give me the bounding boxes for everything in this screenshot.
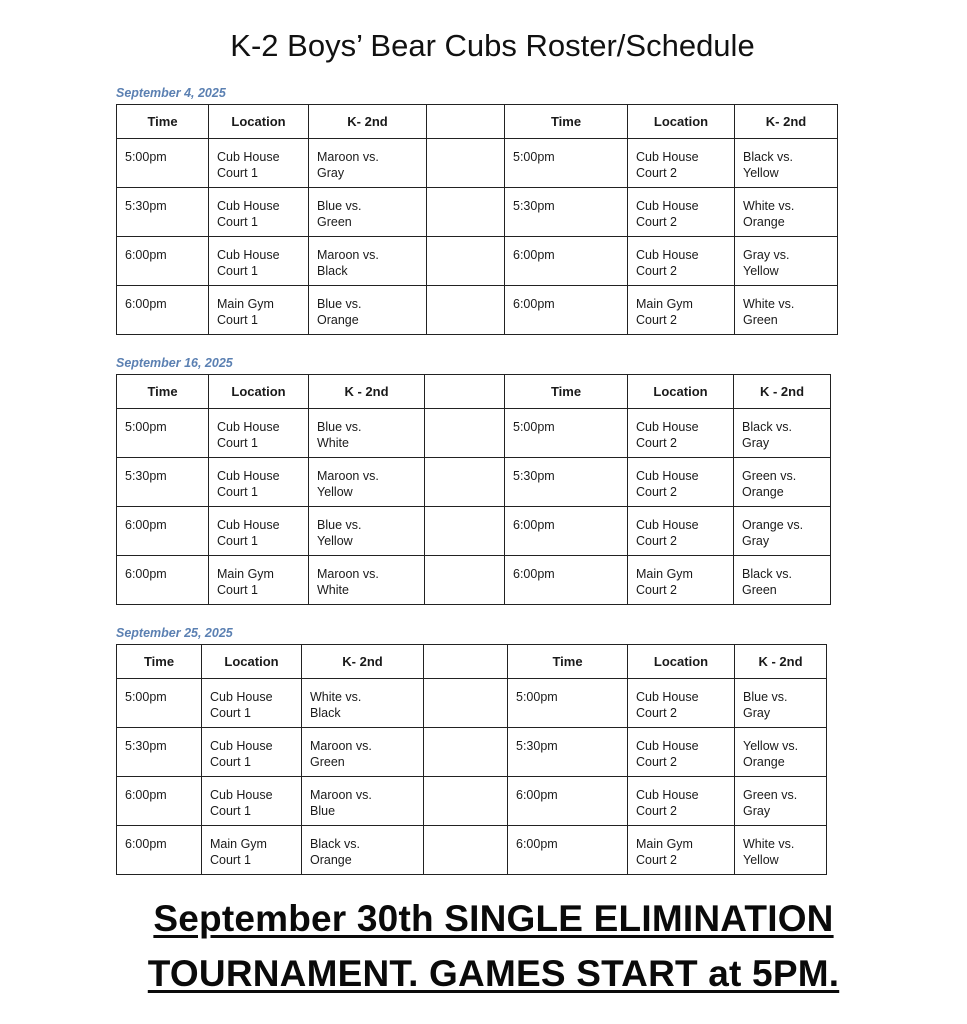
time-cell (505, 188, 628, 237)
location-cell (209, 139, 309, 188)
spacer-cell (427, 105, 505, 139)
location-text: Cub House (636, 150, 699, 164)
time-cell (117, 679, 202, 728)
matchup-text: Maroon vs. (310, 739, 372, 753)
location-cell (628, 679, 735, 728)
section-date: September 25, 2025 (116, 626, 233, 640)
matchup-text: Gray (743, 804, 771, 818)
matchup-text: Green (742, 583, 777, 597)
location-cell (209, 409, 309, 458)
spacer-cell (424, 777, 508, 826)
time-cell (508, 777, 628, 826)
time-cell (117, 507, 209, 556)
location-text: Court 1 (217, 264, 258, 278)
location-text: Court 2 (636, 583, 677, 597)
location-cell (209, 188, 309, 237)
location-text: Main Gym (636, 837, 693, 851)
location-cell (209, 286, 309, 335)
time-cell (117, 728, 202, 777)
time-text: 6:00pm (125, 567, 167, 581)
time-cell (505, 286, 628, 335)
matchup-cell (309, 458, 425, 507)
location-cell (628, 728, 735, 777)
matchup-cell (309, 237, 427, 286)
location-text: Court 2 (636, 264, 677, 278)
time-text: 5:00pm (125, 420, 167, 434)
time-cell (505, 237, 628, 286)
matchup-text: Black vs. (743, 150, 794, 164)
matchup-cell (735, 237, 838, 286)
matchup-text: White vs. (743, 837, 795, 851)
time-text: 5:30pm (125, 199, 167, 213)
location-text: Court 2 (636, 313, 677, 327)
time-text: 6:00pm (516, 837, 558, 851)
time-cell (508, 728, 628, 777)
time-text: 6:00pm (125, 248, 167, 262)
location-text: Cub House (636, 199, 699, 213)
matchup-cell (735, 826, 827, 875)
matchup-text: Green vs. (743, 788, 798, 802)
time-cell (508, 826, 628, 875)
matchup-cell (309, 507, 425, 556)
spacer-cell (425, 409, 505, 458)
matchup-cell (734, 507, 831, 556)
header-location: Location (628, 375, 734, 409)
location-text: Court 1 (217, 583, 258, 597)
location-cell (209, 458, 309, 507)
spacer-cell (427, 286, 505, 335)
location-cell (628, 826, 735, 875)
matchup-cell (734, 556, 831, 605)
header-division: K- 2nd (302, 645, 424, 679)
schedule-section (116, 626, 827, 875)
location-text: Cub House (217, 469, 280, 483)
table-row (117, 728, 827, 777)
location-cell (202, 679, 302, 728)
spacer-cell (424, 728, 508, 777)
matchup-cell (302, 826, 424, 875)
time-text: 5:30pm (516, 739, 558, 753)
time-cell (117, 458, 209, 507)
matchup-cell (309, 188, 427, 237)
location-cell (209, 507, 309, 556)
matchup-text: Gray (742, 436, 770, 450)
matchup-text: White (317, 583, 349, 597)
time-cell (117, 286, 209, 335)
time-cell (508, 679, 628, 728)
location-text: Cub House (217, 248, 280, 262)
time-text: 5:30pm (513, 469, 555, 483)
header-time: Time (117, 645, 202, 679)
matchup-cell (309, 286, 427, 335)
header-time: Time (505, 105, 628, 139)
matchup-text: Gray (742, 534, 770, 548)
location-text: Cub House (217, 518, 280, 532)
time-cell (117, 188, 209, 237)
time-text: 5:00pm (125, 690, 167, 704)
table-row (117, 286, 838, 335)
location-cell (628, 188, 735, 237)
location-text: Court 2 (636, 485, 677, 499)
location-text: Cub House (210, 690, 273, 704)
matchup-text: Black vs. (310, 837, 361, 851)
location-cell (628, 507, 734, 556)
location-cell (202, 728, 302, 777)
schedule-table (116, 374, 831, 605)
header-division: K - 2nd (734, 375, 831, 409)
spacer-cell (425, 507, 505, 556)
matchup-text: Black vs. (742, 420, 793, 434)
matchup-text: Orange (742, 485, 784, 499)
location-text: Court 2 (636, 534, 677, 548)
matchup-text: Orange (317, 313, 359, 327)
matchup-text: Yellow (317, 534, 353, 548)
time-cell (505, 556, 628, 605)
time-text: 6:00pm (513, 248, 555, 262)
location-text: Court 2 (636, 436, 677, 450)
spacer-cell (424, 679, 508, 728)
time-text: 6:00pm (125, 518, 167, 532)
time-text: 6:00pm (513, 297, 555, 311)
location-text: Cub House (636, 690, 699, 704)
location-text: Court 2 (636, 853, 677, 867)
location-text: Main Gym (217, 567, 274, 581)
location-text: Court 1 (217, 534, 258, 548)
time-text: 6:00pm (125, 297, 167, 311)
time-cell (117, 409, 209, 458)
matchup-text: White vs. (743, 199, 795, 213)
matchup-text: Orange vs. (742, 518, 804, 532)
matchup-cell (309, 139, 427, 188)
matchup-cell (309, 556, 425, 605)
location-text: Main Gym (636, 567, 693, 581)
matchup-text: Black (310, 706, 341, 720)
time-cell (117, 139, 209, 188)
section-date: September 4, 2025 (116, 86, 226, 100)
time-cell (117, 777, 202, 826)
schedule-section (116, 356, 831, 605)
location-text: Cub House (217, 199, 280, 213)
table-row (117, 139, 838, 188)
matchup-text: Blue vs. (743, 690, 788, 704)
location-text: Cub House (210, 788, 273, 802)
page-title: K-2 Boys’ Bear Cubs Roster/Schedule (230, 28, 755, 63)
location-text: Cub House (636, 739, 699, 753)
location-text: Main Gym (217, 297, 274, 311)
matchup-text: Green vs. (742, 469, 797, 483)
table-row (117, 458, 831, 507)
location-text: Main Gym (636, 297, 693, 311)
matchup-text: Maroon vs. (317, 248, 379, 262)
matchup-text: Blue (310, 804, 336, 818)
location-text: Cub House (217, 420, 280, 434)
matchup-cell (735, 728, 827, 777)
time-cell (117, 556, 209, 605)
matchup-text: Green (317, 215, 352, 229)
tournament-notice-line-2: TOURNAMENT. GAMES START at 5PM. (147, 953, 840, 994)
matchup-text: Blue vs. (317, 297, 362, 311)
spacer-cell (424, 826, 508, 875)
matchup-text: Yellow (743, 166, 779, 180)
time-text: 6:00pm (125, 788, 167, 802)
time-text: 6:00pm (513, 518, 555, 532)
header-row (117, 105, 838, 139)
matchup-text: Blue vs. (317, 518, 362, 532)
location-text: Court 1 (210, 706, 251, 720)
matchup-text: Maroon vs. (317, 150, 379, 164)
location-text: Court 1 (217, 313, 258, 327)
location-cell (202, 777, 302, 826)
header-time: Time (508, 645, 628, 679)
location-text: Cub House (636, 469, 699, 483)
time-text: 5:30pm (125, 739, 167, 753)
time-text: 5:00pm (513, 150, 555, 164)
header-division: K- 2nd (309, 105, 427, 139)
location-cell (628, 409, 734, 458)
schedule-table (116, 644, 827, 875)
header-row (117, 645, 827, 679)
location-cell (628, 139, 735, 188)
time-cell (505, 507, 628, 556)
spacer-cell (425, 458, 505, 507)
location-text: Court 2 (636, 215, 677, 229)
location-text: Court 1 (210, 804, 251, 818)
location-cell (628, 556, 734, 605)
matchup-text: Black vs. (742, 567, 793, 581)
header-location: Location (628, 105, 735, 139)
header-location: Location (209, 105, 309, 139)
matchup-cell (735, 139, 838, 188)
header-time: Time (117, 105, 209, 139)
tournament-notice-line-1: September 30th SINGLE ELIMINATION (153, 898, 834, 939)
spacer-cell (424, 645, 508, 679)
table-row (117, 188, 838, 237)
matchup-text: Gray (743, 706, 771, 720)
header-division: K - 2nd (735, 645, 827, 679)
location-text: Court 2 (636, 706, 677, 720)
location-text: Court 1 (210, 853, 251, 867)
location-text: Court 2 (636, 166, 677, 180)
section-date: September 16, 2025 (116, 356, 233, 370)
location-cell (628, 237, 735, 286)
header-division: K - 2nd (309, 375, 425, 409)
matchup-text: White vs. (743, 297, 795, 311)
location-text: Cub House (636, 420, 699, 434)
location-text: Main Gym (210, 837, 267, 851)
table-row (117, 507, 831, 556)
spacer-cell (427, 139, 505, 188)
table-row (117, 409, 831, 458)
location-text: Court 2 (636, 804, 677, 818)
matchup-text: Maroon vs. (310, 788, 372, 802)
time-cell (117, 237, 209, 286)
matchup-cell (734, 458, 831, 507)
time-text: 6:00pm (516, 788, 558, 802)
matchup-cell (735, 188, 838, 237)
location-cell (209, 237, 309, 286)
matchup-text: Blue vs. (317, 420, 362, 434)
location-text: Court 1 (217, 485, 258, 499)
time-cell (505, 458, 628, 507)
table-row (117, 556, 831, 605)
matchup-text: Yellow (743, 264, 779, 278)
table-row (117, 777, 827, 826)
location-cell (628, 458, 734, 507)
location-text: Court 1 (217, 166, 258, 180)
location-text: Cub House (217, 150, 280, 164)
location-text: Cub House (210, 739, 273, 753)
time-text: 6:00pm (125, 837, 167, 851)
matchup-text: Orange (743, 755, 785, 769)
matchup-text: Blue vs. (317, 199, 362, 213)
location-cell (628, 286, 735, 335)
time-cell (505, 409, 628, 458)
location-text: Cub House (636, 248, 699, 262)
matchup-cell (734, 409, 831, 458)
location-text: Court 1 (210, 755, 251, 769)
matchup-text: Gray (317, 166, 345, 180)
location-cell (209, 556, 309, 605)
table-row (117, 237, 838, 286)
matchup-cell (309, 409, 425, 458)
matchup-text: Green (743, 313, 778, 327)
matchup-text: Gray vs. (743, 248, 790, 262)
location-text: Court 1 (217, 215, 258, 229)
time-cell (505, 139, 628, 188)
matchup-text: Yellow (743, 853, 779, 867)
location-text: Cub House (636, 788, 699, 802)
matchup-cell (735, 679, 827, 728)
matchup-text: Orange (310, 853, 352, 867)
location-text: Court 1 (217, 436, 258, 450)
time-text: 5:00pm (513, 420, 555, 434)
spacer-cell (427, 237, 505, 286)
matchup-cell (302, 679, 424, 728)
matchup-text: Yellow (317, 485, 353, 499)
spacer-cell (425, 556, 505, 605)
matchup-cell (735, 286, 838, 335)
matchup-text: Maroon vs. (317, 469, 379, 483)
location-cell (628, 777, 735, 826)
time-text: 5:00pm (125, 150, 167, 164)
header-division: K- 2nd (735, 105, 838, 139)
header-location: Location (202, 645, 302, 679)
header-row (117, 375, 831, 409)
schedule-table (116, 104, 838, 335)
matchup-text: Yellow vs. (743, 739, 799, 753)
matchup-cell (302, 728, 424, 777)
matchup-text: Maroon vs. (317, 567, 379, 581)
matchup-text: White (317, 436, 349, 450)
location-cell (202, 826, 302, 875)
matchup-text: Black (317, 264, 348, 278)
matchup-text: Green (310, 755, 345, 769)
schedule-section (116, 86, 838, 335)
spacer-cell (425, 375, 505, 409)
matchup-text: Orange (743, 215, 785, 229)
header-location: Location (209, 375, 309, 409)
time-text: 5:00pm (516, 690, 558, 704)
header-time: Time (505, 375, 628, 409)
matchup-text: White vs. (310, 690, 362, 704)
spacer-cell (427, 188, 505, 237)
table-row (117, 679, 827, 728)
time-text: 5:30pm (513, 199, 555, 213)
time-text: 6:00pm (513, 567, 555, 581)
location-text: Court 2 (636, 755, 677, 769)
matchup-cell (735, 777, 827, 826)
location-text: Cub House (636, 518, 699, 532)
time-text: 5:30pm (125, 469, 167, 483)
header-location: Location (628, 645, 735, 679)
matchup-cell (302, 777, 424, 826)
table-row (117, 826, 827, 875)
header-time: Time (117, 375, 209, 409)
time-cell (117, 826, 202, 875)
